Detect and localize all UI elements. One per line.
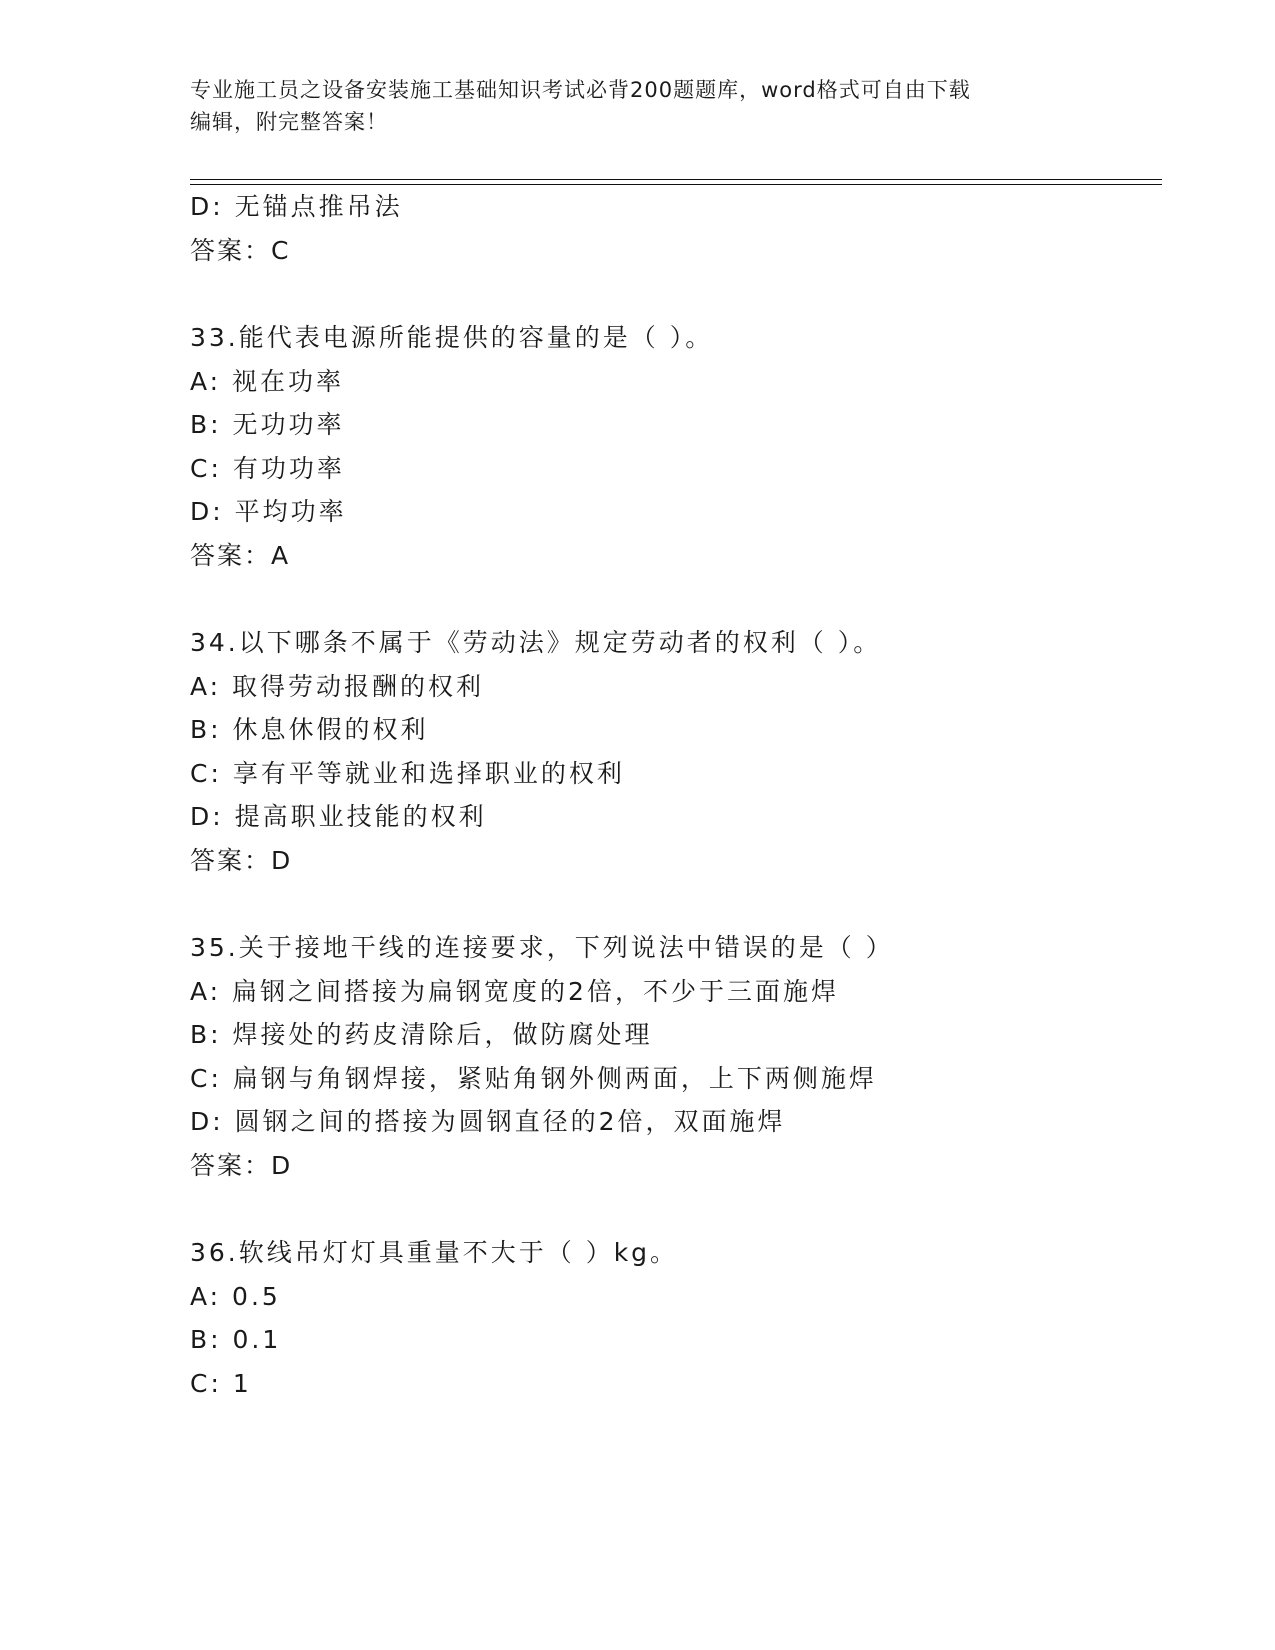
document-header bbox=[190, 74, 1090, 138]
q34-answer: 答案：D bbox=[190, 846, 293, 875]
q33-question: 33.能代表电源所能提供的容量的是（ ）。 bbox=[190, 323, 714, 352]
header-title-line1: 专业施工员之设备安装施工基础知识考试必背200题题库，word格式可自由下载 bbox=[190, 78, 971, 102]
q35-option-d: D: 圆钢之间的搭接为圆钢直径的2倍，双面施焊 bbox=[190, 1107, 786, 1136]
header-divider-bottom bbox=[190, 184, 1162, 185]
q33-answer: 答案：A bbox=[190, 541, 291, 570]
q36-option-a: A: 0.5 bbox=[190, 1282, 281, 1311]
q34-question: 34.以下哪条不属于《劳动法》规定劳动者的权利（ ）。 bbox=[190, 628, 882, 657]
q34-option-a: A: 取得劳动报酬的权利 bbox=[190, 672, 485, 701]
q34-option-b: B: 休息休假的权利 bbox=[190, 715, 429, 744]
q35-question: 35.关于接地干线的连接要求，下列说法中错误的是（ ） bbox=[190, 933, 894, 962]
q35-option-c: C: 扁钢与角钢焊接，紧贴角钢外侧两面，上下两侧施焊 bbox=[190, 1064, 877, 1093]
q36-option-b: B: 0.1 bbox=[190, 1325, 282, 1354]
q33-option-a: A: 视在功率 bbox=[190, 367, 345, 396]
q33-option-d: D: 平均功率 bbox=[190, 497, 347, 526]
q36-option-c: C: 1 bbox=[190, 1369, 252, 1398]
q33-option-c: C: 有功功率 bbox=[190, 454, 345, 483]
prev-option-d: D: 无锚点推吊法 bbox=[190, 192, 403, 221]
q34-option-d: D: 提高职业技能的权利 bbox=[190, 802, 487, 831]
header-title-line2: 编辑，附完整答案！ bbox=[190, 110, 388, 134]
prev-answer: 答案：C bbox=[190, 236, 291, 265]
q35-option-a: A: 扁钢之间搭接为扁钢宽度的2倍，不少于三面施焊 bbox=[190, 977, 839, 1006]
q35-answer: 答案：D bbox=[190, 1151, 293, 1180]
q35-option-b: B: 焊接处的药皮清除后，做防腐处理 bbox=[190, 1020, 653, 1049]
q33-option-b: B: 无功功率 bbox=[190, 410, 345, 439]
q34-option-c: C: 享有平等就业和选择职业的权利 bbox=[190, 759, 625, 788]
q36-question: 36.软线吊灯灯具重量不大于（ ）kg。 bbox=[190, 1238, 679, 1267]
header-divider-top bbox=[190, 179, 1162, 180]
